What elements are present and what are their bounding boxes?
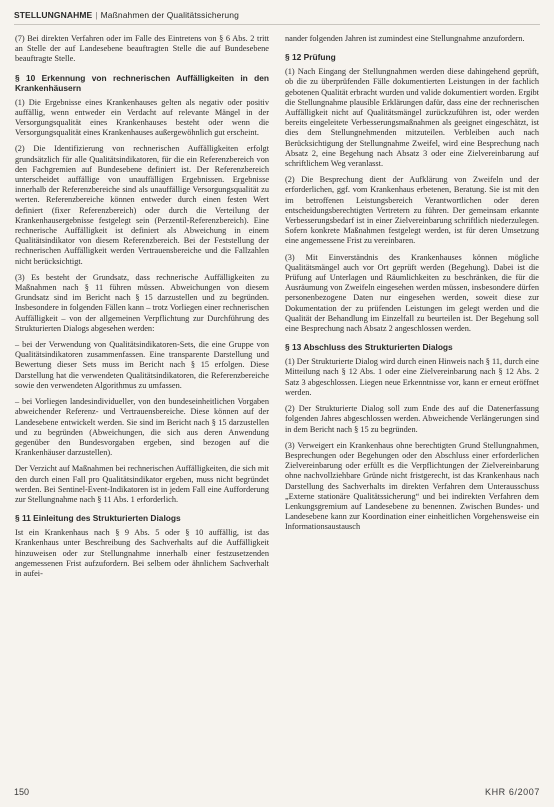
page-number: 150 bbox=[14, 787, 30, 797]
left-paragraph-5: – bei der Verwendung von Qualitätsindikatoren-Sets, die eine Gruppe von Qualitätsindikatoren zusammenfassen. Eine transparente Darstellung und Bewertung dieser Sets muss im Bericht nach § 15 erfolgen. Diese Darstellung hat die verwendeten Qualitätsindikatoren, die Referenzbereiche sowie den verwendeten Algorithmus zu umfassen. bbox=[15, 340, 269, 390]
left-paragraph-3: (2) Die Identifizierung von rechnerischen Auffälligkeiten erfolgt grundsätzlich für alle Qualitätsindikatoren, für die ein Referenzbereich von den Fachgremien auf Bundesebene definiert ist. Der Referenzbereich unterscheidet auffällige von unauffälligen Ergebnissen. Ergebnisse innerhalb der Referenzbereiche sind als unauffällige Versorgungsqualität zu werten. Referenzbereiche können entweder durch einen festen Wert definiert (fixer Referenzbereich) oder durch die Verteilung der Krankenhausergebnisse festgelegt sein (Perzentil-Referenzbereich). Eine rechnerische Auffälligkeit ist definiert als Abweichung in einem Qualitätsindikator von diesem Referenzbereich. Bei der Feststellung der rechnerischen Auffälligkeit werden Vertrauensbereiche und die Fallzahlen nicht berücksichtigt. bbox=[15, 144, 269, 266]
header-rule bbox=[14, 24, 540, 25]
right-paragraph-6: (2) Der Strukturierte Dialog soll zum Ende des auf die Datenerfassung folgenden Jahres abgeschlossen werden. Abweichende Verlängerungen sind in dem Bericht nach § 15 zu begründen. bbox=[285, 404, 539, 434]
header-separator: | bbox=[95, 10, 98, 20]
section-heading-13: § 13 Abschluss des Strukturierten Dialogs bbox=[285, 342, 453, 353]
right-paragraph-4: (3) Mit Einverständnis des Krankenhauses können mögliche Qualitätsmängel auch vor Ort geprüft werden (Begehung). Dabei ist die Prüfung auf Unterlagen und Räumlichkeiten zu beschränken, die für die Ausräumung von Zweifeln eingesehen werden müssen, insbesondere dürfen personenbezogene Daten nur eingesehen werden, soweit diese zur Dokumentation der zu prüfenden Leistungen im gelegt werden und die Qualität der Behandlung im Einzelfall zu beurteilen ist. Der Begehung soll eine Besprechung nach Absatz 2 angeschlossen werden. bbox=[285, 252, 539, 334]
right-column bbox=[285, 34, 539, 539]
right-paragraph-1: nander folgenden Jahren ist zumindest eine Stellungnahme anzufordern. bbox=[285, 34, 525, 43]
right-paragraph-5: (1) Der Strukturierte Dialog wird durch einen Hinweis nach § 11, durch eine Mitteilung nach § 12 Abs. 1 oder eine Zielvereinbarung nach § 12 Abs. 2 Satz 3 abgeschlossen. Liegen neue Erkenntnisse vor, kann er erneut eröffnet werden. bbox=[285, 357, 539, 397]
section-heading-10: § 10 Erkennung von rechnerischen Auffälligkeiten in den Krankenhäusern bbox=[15, 72, 269, 93]
left-column bbox=[15, 34, 269, 585]
right-paragraph-2: (1) Nach Eingang der Stellungnahmen werden diese dahingehend geprüft, ob die zu überprüfenden Fälle dokumentierten Leistungen in der fachlich gebotenen Qualität erbracht wurden und valide dokumentiert worden. Ergibt die Stellungnahme plausible Erklärungen dafür, dass eine der rechnerischen Auffälligkeit nicht auf Qualitätsmängel zurückzuführen ist, oder werden bereits eingeleitete Verbesserungsmaßnahmen als geeignet eingeschätzt, ist dies dem Stellungnehmenden mitzuteilen. Verbleiben auch nach Berücksichtigung der Stellungnahme Zweifel, wird eine Besprechung nach Absatz 2, eine Begehung nach Absatz 3 oder eine Zielvereinbarung auf schriftlichem Weg veranlasst. bbox=[285, 67, 539, 169]
left-paragraph-6: – bei Vorliegen landesindividueller, von den bundeseinheitlichen Vorgaben abweichender Referenz- und Vertrauensbereiche. Diese können auf der Landesebene entwickelt werden. Sie sind im Bericht nach § 15 darzustellen und zu begründen (Abweichungen, die sich aus deren Anwendung gegenüber den Bundesvorgaben ergeben, sind bezogen auf die Krankenhäuser darzustellen). bbox=[15, 397, 269, 458]
running-header bbox=[14, 10, 540, 20]
section-heading-12: § 12 Prüfung bbox=[285, 52, 336, 63]
left-paragraph-8: Ist ein Krankenhaus nach § 9 Abs. 5 oder § 10 auffällig, ist das Krankenhaus unter Beschreibung des Sachverhalts auf die Auffälligkeit hinzuweisen oder zur Stellungnahme innerhalb einer festzusetzenden angemessenen Frist aufzufordern. Bei selbem oder ähnlichem Sachverhalt in aufei- bbox=[15, 528, 269, 578]
left-paragraph-4: (3) Es besteht der Grundsatz, dass rechnerische Auffälligkeiten zu Maßnahmen nach § 11 führen müssen. Abweichungen von diesem Grundsatz sind im Bericht nach § 15 darzustellen und zu begründen. Insbesondere in folgenden Fällen kann – trotz Vorliegen einer rechnerischen Auffälligkeit – von der allgemeinen Verpflichtung zur Durchführung des Strukturierten Dialogs abgesehen werden: bbox=[15, 272, 269, 333]
right-paragraph-3: (2) Die Besprechung dient der Aufklärung von Zweifeln und der erforderlichen, ggf. vom Krankenhaus erbetenen, Beratung. Sie ist mit den im betroffenen Leistungsbereich Verantwortlichen oder deren entscheidungsberechtigten Vertretern zu führen. Der gemeinsam erkannte Verbesserungsbedarf ist in einer Zielvereinbarung schriftlich niederzulegen. Sofern konkrete Maßnahmen festgelegt werden, ist für deren Umsetzung eine angemessene Frist zu vereinbaren. bbox=[285, 175, 539, 246]
left-paragraph-1: (7) Bei direkten Verfahren oder im Falle des Eintretens von § 6 Abs. 2 tritt an Stelle der auf Landesebene beauftragten Stelle die auf Bundesebene beauftragte Stelle. bbox=[15, 34, 269, 64]
right-paragraph-7: (3) Verweigert ein Krankenhaus ohne berechtigten Grund Stellungnahmen, Besprechungen oder Begehungen oder den Abschluss einer erforderlichen Zielvereinbarung oder erfüllt es die Verpflichtungen der Zielvereinbarung ohne nachvollziehbare Gründe nicht fristgerecht, ist das Krankenhaus nach Darstellung des Sachverhalts im direkten Verfahren dem Unterausschuss „Externe stationäre Qualitätssicherung“ und bei indirekten Verfahren dem Lenkungsgremium auf Landesebene zu benennen. Zwischen Bundes- und Landesebene kann zur Koordination einer einheitlichen Vorgehensweise ein Informationsaustausch bbox=[285, 440, 539, 532]
left-paragraph-2: (1) Die Ergebnisse eines Krankenhauses gelten als negativ oder positiv auffällig, wenn entweder ein Verdacht auf relevante Mängel in der Versorgungsqualität eines Krankenhauses besteht oder wenn die Versorgungsqualität eines Krankenhauses außergewöhnlich gut erscheint. bbox=[15, 97, 269, 138]
section-heading-11: § 11 Einleitung des Strukturierten Dialogs bbox=[15, 513, 181, 524]
journal-reference: KHR 6/2007 bbox=[484, 787, 540, 797]
header-subtitle: Maßnahmen der Qualitätssicherung bbox=[100, 10, 239, 20]
header-section: STELLUNGNAHME bbox=[14, 10, 93, 20]
left-paragraph-7: Der Verzicht auf Maßnahmen bei rechnerischen Auffälligkeiten, die sich mit den durch einen Fall pro Qualitätsindikator ergeben, muss nicht begründet werden. Bei Sentinel-Event-Indikatoren ist in jedem Fall eine Aufforderung zur Stellungnahme nach § 11 Abs. 1 erforderlich. bbox=[15, 464, 269, 504]
